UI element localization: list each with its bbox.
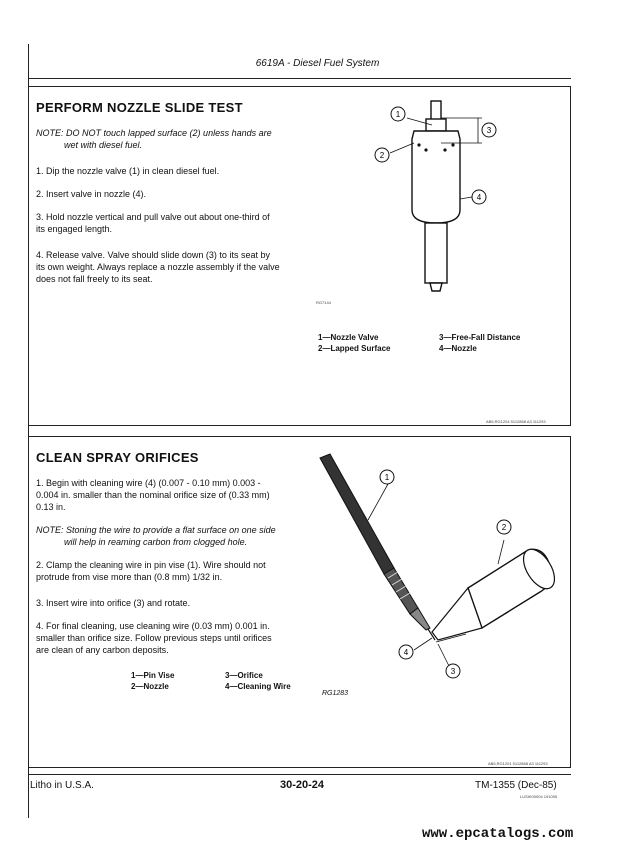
step-3: 3. Insert wire into orifice (3) and rotate. xyxy=(36,598,191,608)
note: NOTE: Stoning the wire to provide a flat surface on one side will help in reaming carbon from clogged hole. xyxy=(36,525,276,547)
pin-vise-drawing xyxy=(310,450,570,710)
nozzle-diagram xyxy=(360,95,510,310)
footer-litho: Litho in U.S.A. xyxy=(30,780,94,791)
step-3: 3. Hold nozzle vertical and pull valve out about one-third of its engaged length. xyxy=(36,212,270,234)
header-rule xyxy=(28,78,571,79)
step-2: 2. Insert valve in nozzle (4). xyxy=(36,189,147,199)
footer-manual-id: TM-1355 (Dec-85) xyxy=(475,780,557,791)
legend xyxy=(225,670,291,692)
legend-item: 2—Lapped Surface xyxy=(318,344,391,353)
legend-item: 1—Pin Vise xyxy=(131,671,175,680)
callout-3: 3 xyxy=(486,126,492,135)
page-header: 6619A - Diesel Fuel System xyxy=(255,58,380,69)
step-4: 4. Release valve. Valve should slide down (3) to its seat by its own weight. Always replace a nozzle assembly if the valve does not fall freely to its seat. xyxy=(36,250,280,284)
callout-4: 4 xyxy=(403,648,409,657)
footer-code: LUSIK00004 191005 xyxy=(520,794,558,799)
legend xyxy=(318,332,390,354)
reference-code: AB6,RG1204 5112868 A3 111293 xyxy=(486,419,546,424)
legend-item: 4—Cleaning Wire xyxy=(225,682,291,691)
legend-item: 3—Free-Fall Distance xyxy=(439,333,521,342)
callout-1: 1 xyxy=(384,473,390,482)
legend-item: 2—Nozzle xyxy=(131,682,169,691)
callout-4: 4 xyxy=(476,193,482,202)
footer-page-number: 30-20-24 xyxy=(280,779,325,791)
legend-item: 3—Orifice xyxy=(225,671,263,680)
figure-code: RG1283 xyxy=(322,690,349,697)
step-1: 1. Begin with cleaning wire (4) (0.007 - 0.10 mm) 0.003 - 0.004 in. smaller than the nominal orifice size of (0.33 mm) 0.13 in. xyxy=(36,478,270,512)
watermark: www.epcatalogs.com xyxy=(422,826,574,842)
callout-3: 3 xyxy=(450,667,456,676)
legend-item: 1—Nozzle Valve xyxy=(318,333,379,342)
footer-rule xyxy=(28,774,571,775)
legend xyxy=(131,670,174,692)
step-1: 1. Dip the nozzle valve (1) in clean diesel fuel. xyxy=(36,166,220,176)
section-title: PERFORM NOZZLE SLIDE TEST xyxy=(36,100,243,115)
step-4: 4. For final cleaning, use cleaning wire (0.03 mm) 0.001 in. smaller than orifice size. Follow previous steps until orifices are clean of any carbon deposits. xyxy=(36,621,272,655)
step-2: 2. Clamp the cleaning wire in pin vise (1). Wire should not protrude from vise more than (0.8 mm) 1/32 in. xyxy=(36,560,266,582)
figure-code: RG7144 xyxy=(316,300,331,305)
reference-code: AB6,RG1201 5112868 A3 111293 xyxy=(488,761,548,766)
legend-item: 4—Nozzle xyxy=(439,344,477,353)
callout-2: 2 xyxy=(501,523,507,532)
callout-1: 1 xyxy=(395,110,401,119)
section-title: CLEAN SPRAY ORIFICES xyxy=(36,450,199,465)
callout-2: 2 xyxy=(379,151,385,160)
note: NOTE: DO NOT touch lapped surface (2) unless hands are wet with diesel fuel. xyxy=(36,128,272,150)
legend xyxy=(439,332,520,354)
